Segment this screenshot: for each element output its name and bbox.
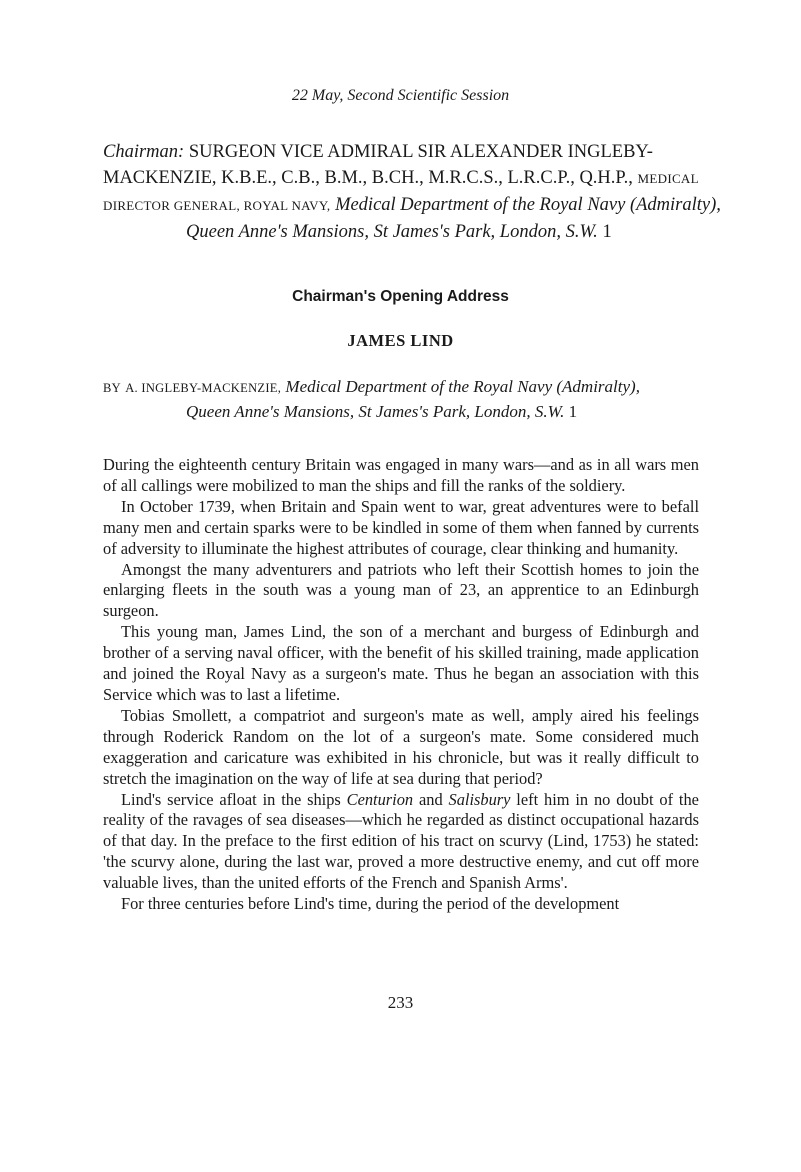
ship-centurion: Centurion — [346, 789, 414, 809]
paragraph-6 — [103, 790, 699, 895]
session-header: 22 May, Second Scientific Session — [291, 87, 510, 104]
paragraph-4: This young man, James Lind, the son of a merchant and burgess of Edinburgh and brother of a serving naval officer, with the benefit of his skilled training, made application and joined the Royal Navy as a surgeon's mate. Thus he began an association with this Service which was to last a lifetime. — [103, 622, 699, 704]
chairman-name-1: SURGEON VICE ADMIRAL SIR ALEXANDER INGLEBY- — [188, 142, 653, 162]
byline-address-num: 1 — [568, 402, 578, 421]
byline-author: A. INGLEBY-MACKENZIE, — [125, 381, 282, 395]
byline-line-1 — [103, 375, 699, 400]
paragraph-6-and: and — [418, 789, 443, 809]
chairman-label: Chairman: — [103, 142, 185, 162]
paragraph-1: During the eighteenth century Britain was engaged in many wars—and as in all wars men of all callings were mobilized to man the ships and fill the ranks of the soldiery. — [103, 455, 699, 495]
chairman-block — [103, 139, 721, 245]
chairman-name-2: MACKENZIE, K.B.E., C.B., B.M., B.CH., M.R.C.S., L.R.C.P., Q.H.P., — [103, 168, 633, 188]
chairman-address-num: 1 — [602, 222, 612, 242]
chairman-line-1 — [103, 139, 699, 165]
paragraph-3: Amongst the many adventurers and patriots who left their Scottish homes to join the enlarging fleets in the south was a young man of 23, an apprentice to an Edinburgh surgeon. — [103, 559, 699, 621]
ship-salisbury: Salisbury — [448, 789, 511, 809]
byline-by: BY — [103, 381, 121, 395]
byline-department: Medical Department of the Royal Navy (Admiralty), — [285, 377, 640, 396]
page-number: 233 — [387, 993, 414, 1012]
byline-block — [103, 375, 699, 424]
chairman-address: Queen Anne's Mansions, St James's Park, London, S.W. — [186, 222, 598, 242]
chairman-department: Medical Department of the Royal Navy (Admiralty), — [335, 195, 721, 215]
chairman-line-4 — [103, 219, 699, 245]
paragraph-6-rest: left him in no doubt of the reality of the ravages of sea diseases—which he regarded as distinct occupational hazards of that day. In the preface to the first edition of his tract on scurvy (Lind, 1753) he stated: 'the scurvy alone, during the last war, proved a more destructive enemy, and cut off more valuable lives, than the united efforts of the French and Spanish Arms'. — [103, 789, 699, 893]
paragraph-6-start: Lind's service afloat in the ships — [121, 789, 341, 809]
chairman-medical: MEDICAL — [637, 171, 699, 186]
chairman-line-3 — [103, 192, 721, 219]
byline-line-2 — [103, 400, 699, 424]
byline-address: Queen Anne's Mansions, St James's Park, London, S.W. — [186, 402, 565, 421]
chairman-title: DIRECTOR GENERAL, ROYAL NAVY, — [103, 198, 331, 213]
paragraph-7: For three centuries before Lind's time, during the period of the development — [121, 894, 620, 914]
article-title: JAMES LIND — [347, 331, 454, 350]
article-body — [103, 455, 699, 915]
paragraph-2: In October 1739, when Britain and Spain went to war, great adventures were to befall many men and certain sparks were to be kindled in some of them when fanned by currents of adversity to illuminate the highest attributes of courage, clear thinking and humanity. — [103, 496, 699, 558]
section-heading: Chairman's Opening Address — [292, 288, 509, 305]
chairman-line-2 — [103, 165, 699, 192]
paragraph-5: Tobias Smollett, a compatriot and surgeon's mate as well, amply aired his feelings through Roderick Random on the lot of a surgeon's mate. Some considered much exaggeration and caricature was exhibited in his chronicle, but was it really difficult to stretch the imagination on the way of life at sea during that period? — [103, 705, 699, 788]
